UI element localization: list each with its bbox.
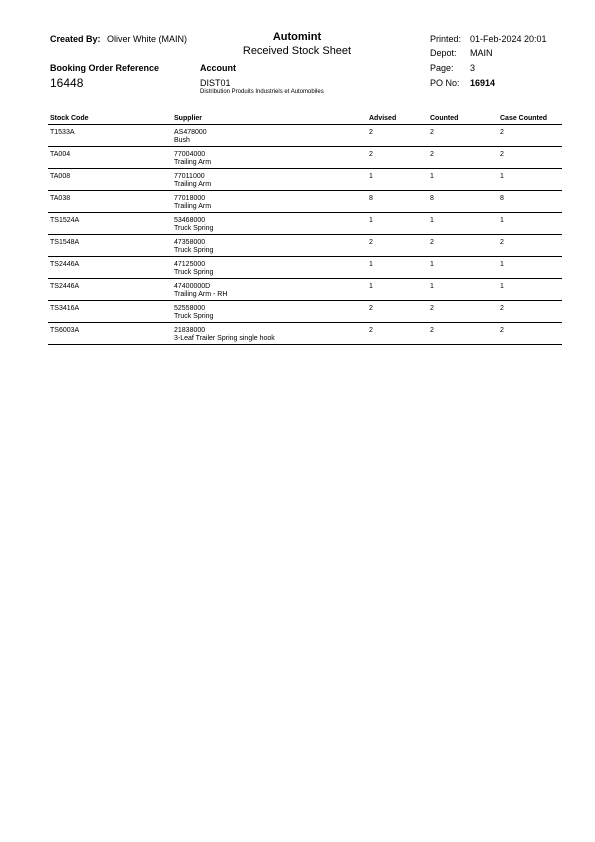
stock-code-cell: TS2446A — [50, 261, 80, 268]
account-name: Distribution Produits Industriels et Automobiles — [200, 89, 324, 95]
supplier-part-number: 52558000 — [174, 305, 206, 312]
table-row — [48, 169, 562, 191]
part-description: Trailing Arm — [174, 203, 212, 210]
printed-label: Printed: — [430, 34, 462, 44]
account-code: DIST01 — [200, 78, 231, 88]
po-label: PO No: — [430, 78, 460, 88]
supplier-part-number: 77011000 — [174, 173, 205, 180]
case-counted-cell: 8 — [500, 195, 504, 202]
counted-cell: 2 — [430, 129, 434, 136]
advised-cell: 2 — [369, 327, 373, 334]
table-header-row — [48, 114, 562, 125]
part-description: Truck Spring — [174, 247, 214, 254]
supplier-part-number: 47358000 — [174, 239, 206, 246]
case-counted-cell: 2 — [500, 129, 504, 136]
supplier-cell — [174, 283, 227, 299]
created-by-label: Created By: — [50, 34, 101, 44]
table-row — [48, 191, 562, 213]
supplier-part-number: 53468000 — [174, 217, 206, 224]
part-description: Trailing Arm - RH — [174, 291, 228, 298]
counted-cell: 2 — [430, 239, 434, 246]
supplier-part-number: 77018000 — [174, 195, 206, 202]
stock-code-cell: TS2446A — [50, 283, 80, 290]
table-row — [48, 279, 562, 301]
supplier-cell — [174, 327, 275, 343]
supplier-cell — [174, 129, 207, 145]
advised-cell: 2 — [369, 305, 373, 312]
case-counted-cell: 1 — [500, 261, 504, 268]
stock-table — [48, 114, 562, 345]
supplier-part-number: 47125000 — [174, 261, 206, 268]
table-row — [48, 147, 562, 169]
column-header-case-counted: Case Counted — [500, 115, 548, 122]
case-counted-cell: 1 — [500, 283, 504, 290]
supplier-part-number: 77004000 — [174, 151, 206, 158]
supplier-cell — [174, 151, 211, 167]
stock-code-cell: TA038 — [50, 195, 71, 202]
supplier-cell — [174, 261, 213, 277]
stock-code-cell: TA008 — [50, 173, 71, 180]
counted-cell: 2 — [430, 151, 434, 158]
advised-cell: 2 — [369, 129, 373, 136]
supplier-part-number: 21838000 — [174, 327, 206, 334]
part-description: Truck Spring — [174, 225, 214, 232]
case-counted-cell: 2 — [500, 327, 504, 334]
column-header-supplier: Supplier — [174, 115, 203, 122]
column-header-advised: Advised — [369, 115, 397, 122]
counted-cell: 1 — [430, 261, 434, 268]
counted-cell: 2 — [430, 327, 434, 334]
part-description: 3-Leaf Trailer Spring single hook — [174, 335, 275, 342]
stock-code-cell: TS6003A — [50, 327, 80, 334]
po-number: 16914 — [470, 78, 496, 88]
advised-cell: 8 — [369, 195, 373, 202]
advised-cell: 1 — [369, 283, 373, 290]
printed-value: 01-Feb-2024 20:01 — [470, 34, 547, 44]
table-row — [48, 323, 562, 345]
advised-cell: 1 — [369, 261, 373, 268]
stock-code-cell: TA004 — [50, 151, 71, 158]
advised-cell: 2 — [369, 239, 373, 246]
supplier-cell — [174, 305, 213, 321]
supplier-cell — [174, 239, 213, 255]
column-header-stock-code: Stock Code — [50, 115, 89, 122]
supplier-cell — [174, 173, 211, 189]
depot-label: Depot: — [430, 48, 457, 58]
stock-code-cell: TS3416A — [50, 305, 80, 312]
supplier-cell — [174, 195, 211, 211]
counted-cell: 1 — [430, 283, 434, 290]
advised-cell: 2 — [369, 151, 373, 158]
part-description: Trailing Arm — [174, 181, 212, 188]
supplier-cell — [174, 217, 213, 233]
created-by-value: Oliver White (MAIN) — [107, 34, 188, 44]
depot-value: MAIN — [470, 48, 493, 58]
booking-ref-label: Booking Order Reference — [50, 63, 160, 73]
table-row — [48, 213, 562, 235]
stock-code-cell: TS1524A — [50, 217, 80, 224]
counted-cell: 1 — [430, 217, 434, 224]
case-counted-cell: 1 — [500, 217, 504, 224]
page-label: Page: — [430, 63, 454, 73]
part-description: Truck Spring — [174, 269, 214, 276]
table-row — [48, 125, 562, 147]
case-counted-cell: 2 — [500, 151, 504, 158]
supplier-part-number: 47400000D — [174, 283, 211, 290]
part-description: Trailing Arm — [174, 159, 212, 166]
stock-code-cell: T1533A — [50, 129, 75, 136]
sheet-title: Received Stock Sheet — [242, 45, 352, 57]
counted-cell: 8 — [430, 195, 434, 202]
part-description: Bush — [174, 137, 190, 144]
counted-cell: 2 — [430, 305, 434, 312]
case-counted-cell: 2 — [500, 239, 504, 246]
supplier-part-number: AS478000 — [174, 129, 207, 136]
case-counted-cell: 2 — [500, 305, 504, 312]
stock-code-cell: TS1548A — [50, 239, 80, 246]
counted-cell: 1 — [430, 173, 434, 180]
page-number: 3 — [470, 63, 476, 73]
table-row — [48, 301, 562, 323]
column-header-counted: Counted — [430, 115, 459, 122]
part-description: Truck Spring — [174, 313, 214, 320]
booking-ref-value: 16448 — [50, 76, 84, 90]
table-row — [48, 235, 562, 257]
table-row — [48, 257, 562, 279]
app-title: Automint — [272, 31, 322, 43]
advised-cell: 1 — [369, 217, 373, 224]
advised-cell: 1 — [369, 173, 373, 180]
account-label: Account — [200, 63, 236, 73]
case-counted-cell: 1 — [500, 173, 504, 180]
